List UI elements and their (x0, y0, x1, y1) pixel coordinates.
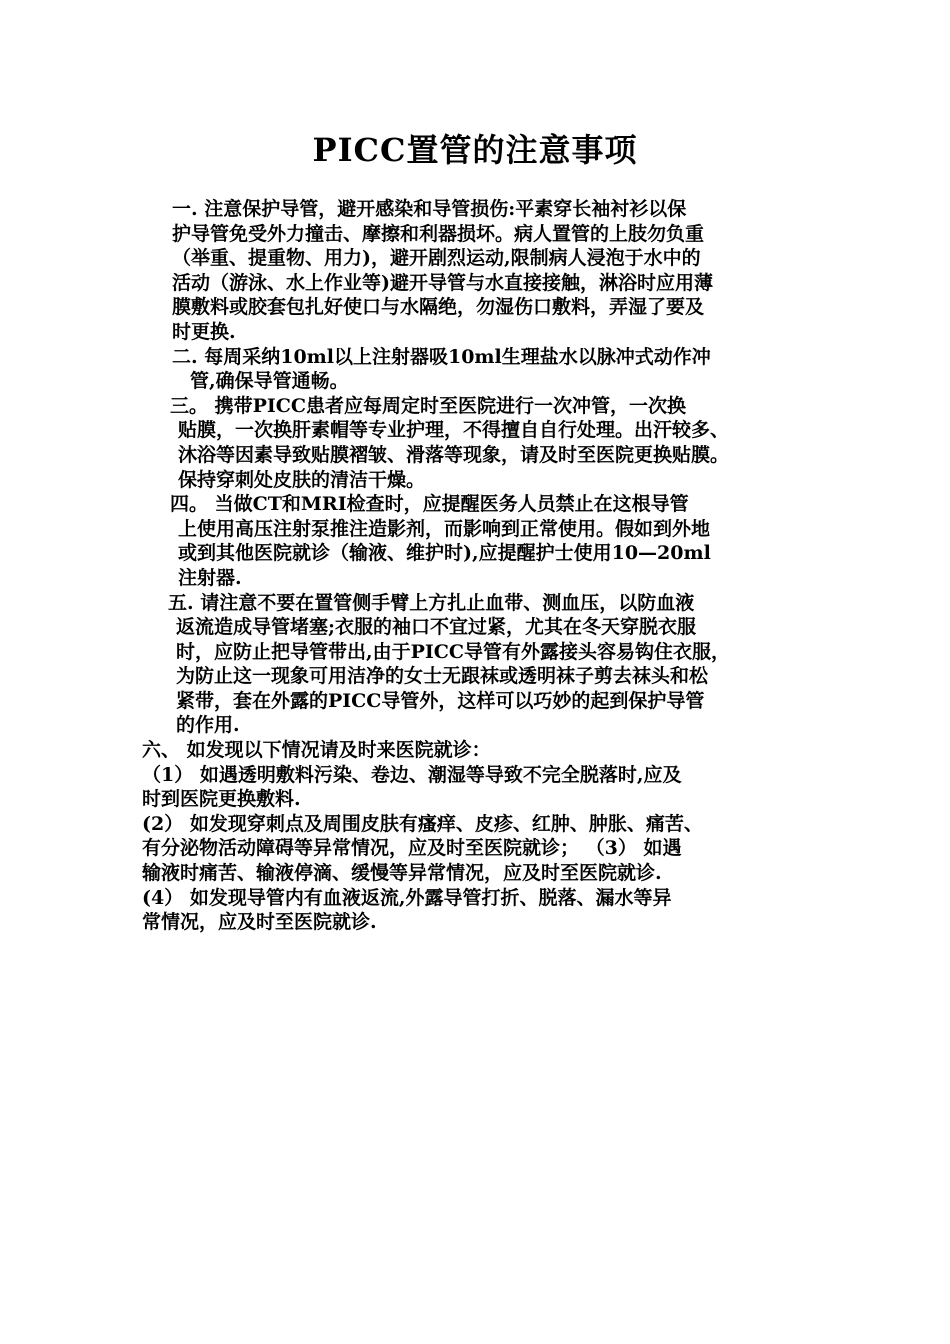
document-line: (4） 如发现导管内有血液返流,外露导管打折、脱落、漏水等异 (142, 886, 672, 909)
document-line: 一. 注意保护导管，避开感染和导管损伤:平素穿长袖衬衫以保 (172, 198, 687, 220)
document-line: 的作用. (176, 714, 240, 737)
document-line: 返流造成导管堵塞;衣服的袖口不宜过紧，尤其在冬天穿脱衣服 (176, 616, 697, 639)
document-line: 护导管免受外力撞击、摩擦和利器损坏。病人置管的上肢勿负重 (172, 222, 705, 245)
document-line: 输液时痛苦、输液停滴、缓慢等异常情况，应及时至医院就诊. (142, 862, 662, 885)
document-line: 保持穿刺处皮肤的清洁干燥。 (178, 468, 426, 491)
document-line: 上使用高压注射泵推注造影剂，而影响到正常使用。假如到外地 (178, 517, 711, 540)
document-line: 注射器. (178, 566, 242, 589)
document-line: 有分泌物活动障碍等异常情况，应及时至医院就诊； （3） 如遇 (142, 837, 682, 860)
document-line: 管,确保导管通畅。 (190, 370, 349, 393)
document-line: 或到其他医院就诊（输液、维护时),应提醒护士使用10—20ml (178, 542, 711, 565)
document-line: 时，应防止把导管带出,由于PICC导管有外露接头容易钩住衣服， (176, 640, 731, 663)
document-line: 三。 携带PICC患者应每周定时至医院进行一次冲管，一次换 (170, 394, 687, 417)
document-line: （1） 如遇透明敷料污染、卷边、潮湿等导致不完全脱落时,应及 (142, 763, 682, 786)
document-line: (2） 如发现穿刺点及周围皮肤有瘙痒、皮疹、红肿、肿胀、痛苦、 (142, 812, 703, 835)
document-line: 紧带，套在外露的PICC导管外，这样可以巧妙的起到保护导管 (176, 689, 705, 712)
document-line: （举重、提重物、用力)，避开剧烈运动,限制病人浸泡于水中的 (172, 247, 701, 270)
document-line: 沐浴等因素导致贴膜褶皱、滑落等现象，请及时至医院更换贴膜。 (178, 443, 730, 466)
document-line: 时到医院更换敷料. (142, 788, 301, 811)
document-line: 时更换. (172, 320, 236, 343)
document-line: 六、 如发现以下情况请及时来医院就诊： (142, 739, 491, 762)
document-line: 四。 当做CT和MRI检查时，应提醒医务人员禁止在这根导管 (170, 493, 689, 516)
document-title: PICC置管的注意事项 (312, 131, 638, 169)
document-line: 五. 请注意不要在置管侧手臂上方扎止血带、测血压，以防血液 (168, 591, 695, 614)
document-line: 二. 每周采纳10ml以上注射器吸10ml生理盐水以脉冲式动作冲 (172, 345, 711, 368)
document-line: 为防止这一现象可用洁净的女士无跟袜或透明袜子剪去袜头和松 (176, 665, 709, 688)
document-line: 膜敷料或胶套包扎好使口与水隔绝，勿湿伤口敷料，弄湿了要及 (172, 296, 705, 319)
document-line: 常情况，应及时至医院就诊. (142, 911, 377, 934)
document-line: 活动（游泳、水上作业等)避开导管与水直接接触，淋浴时应用薄 (172, 271, 713, 294)
document-body (142, 197, 822, 935)
document-line: 贴膜，一次换肝素帽等专业护理，不得擅自自行处理。出汗较多、 (178, 419, 730, 442)
